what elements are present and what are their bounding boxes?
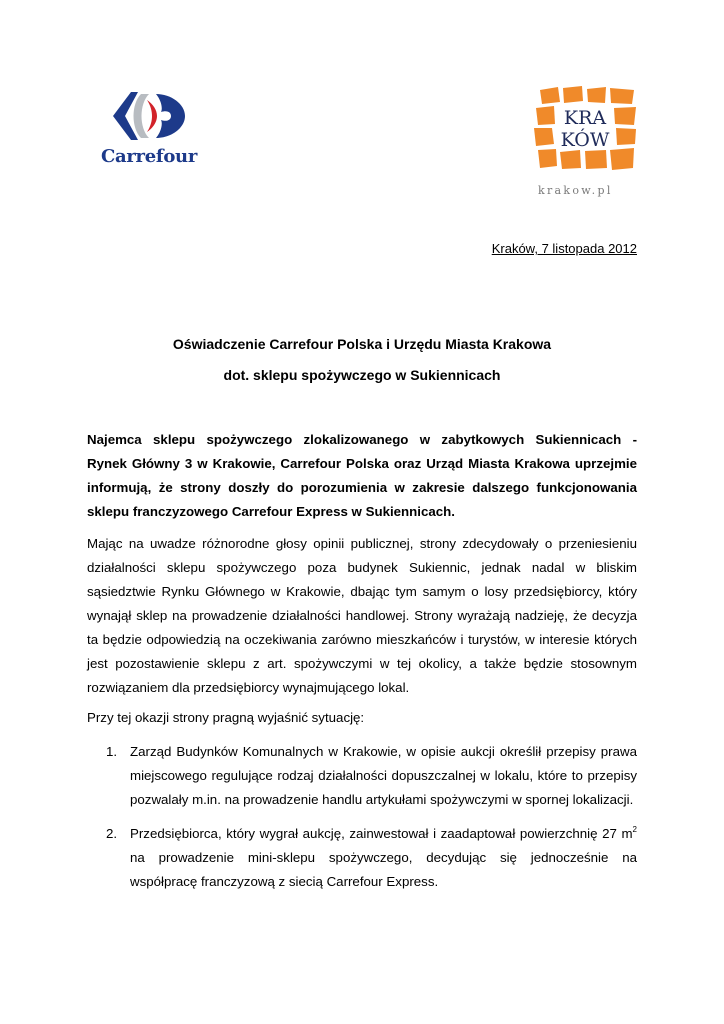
lead-line: sklepu franczyzowego Carrefour Express w Sukiennicach. <box>87 504 456 519</box>
document-date: Kraków, 7 listopada 2012 <box>491 241 637 256</box>
body-line: działalności sklepu spożywczego poza budynek Sukiennic, jednak nadal w bliskim <box>87 560 637 575</box>
krakow-line1: KRA <box>563 107 607 129</box>
list-item-line: miejscowego regulujące rodzaj działalności dopuszczalnej w lokalu, które to przepisy <box>130 768 637 783</box>
list-item-text: Przedsiębiorca, który wygrał aukcję, zainwestował i zaadaptował powierzchnię 27 m <box>130 826 633 841</box>
body-line: wynajął sklep na prowadzenie działalności handlowej. Strony wyrażają nadzieję, że decyzja <box>87 608 637 623</box>
carrefour-logo <box>96 90 202 172</box>
list-item-line: pozwalały m.in. na prowadzenie handlu artykułami spożywczymi w spornej lokalizacji. <box>130 792 634 807</box>
lead-line: Najemca sklepu spożywczego zlokalizowanego w zabytkowych Sukiennicach - <box>87 432 637 447</box>
body-line: sąsiedztwie Rynku Głównego w Krakowie, dbając tym samym o losy przedsiębiorcy, który <box>87 584 637 599</box>
list-item <box>106 822 637 894</box>
lead-line: Rynek Główny 3 w Krakowie, Carrefour Polska oraz Urząd Miasta Krakowa uprzejmie <box>87 456 637 471</box>
list-item-line: współpracę franczyzową z siecią Carrefour Express. <box>130 874 439 889</box>
body-line: Mając na uwadze różnorodne głosy opinii publicznej, strony zdecydowały o przeniesieniu <box>87 536 637 551</box>
list-intro: Przy tej okazji strony pragną wyjaśnić sytuację: <box>87 710 365 725</box>
lead-line: informują, że strony doszły do porozumienia w zakresie dalszego funkcjonowania <box>87 480 637 495</box>
krakow-tiles-icon <box>530 84 640 180</box>
carrefour-wordmark: Carrefour <box>100 146 198 167</box>
body-paragraph <box>87 532 637 700</box>
lead-paragraph <box>87 428 637 524</box>
krakow-line2: KÓW <box>560 129 610 151</box>
krakow-url: krakow.pl <box>538 184 613 197</box>
list-number: 2. <box>106 826 118 841</box>
body-line: rozwiązaniem dla przedsiębiorcy wynajmującego lokal. <box>87 680 410 695</box>
list-item-line: na prowadzenie mini-sklepu spożywczego, decydując się jednocześnie na <box>130 850 637 865</box>
superscript: 2 <box>632 825 637 834</box>
list-item-line <box>130 822 637 846</box>
list-item-line: Zarząd Budynków Komunalnych w Krakowie, w opisie aukcji określił przepisy prawa <box>130 744 637 759</box>
list-item <box>106 740 637 812</box>
carrefour-emblem-icon <box>111 90 187 142</box>
document-title: Oświadczenie Carrefour Polska i Urzędu Miasta Krakowa <box>172 336 552 352</box>
list-number: 1. <box>106 744 118 759</box>
document-subtitle: dot. sklepu spożywczego w Sukiennicach <box>223 367 501 383</box>
krakow-logo <box>530 84 640 202</box>
body-line: ta będzie odpowiedzią na oczekiwania zarówno mieszkańców i turystów, w interesie których <box>87 632 637 647</box>
body-line: jest pozostawienie sklepu z art. spożywczymi w tej okolicy, a także będzie stosownym <box>87 656 637 671</box>
